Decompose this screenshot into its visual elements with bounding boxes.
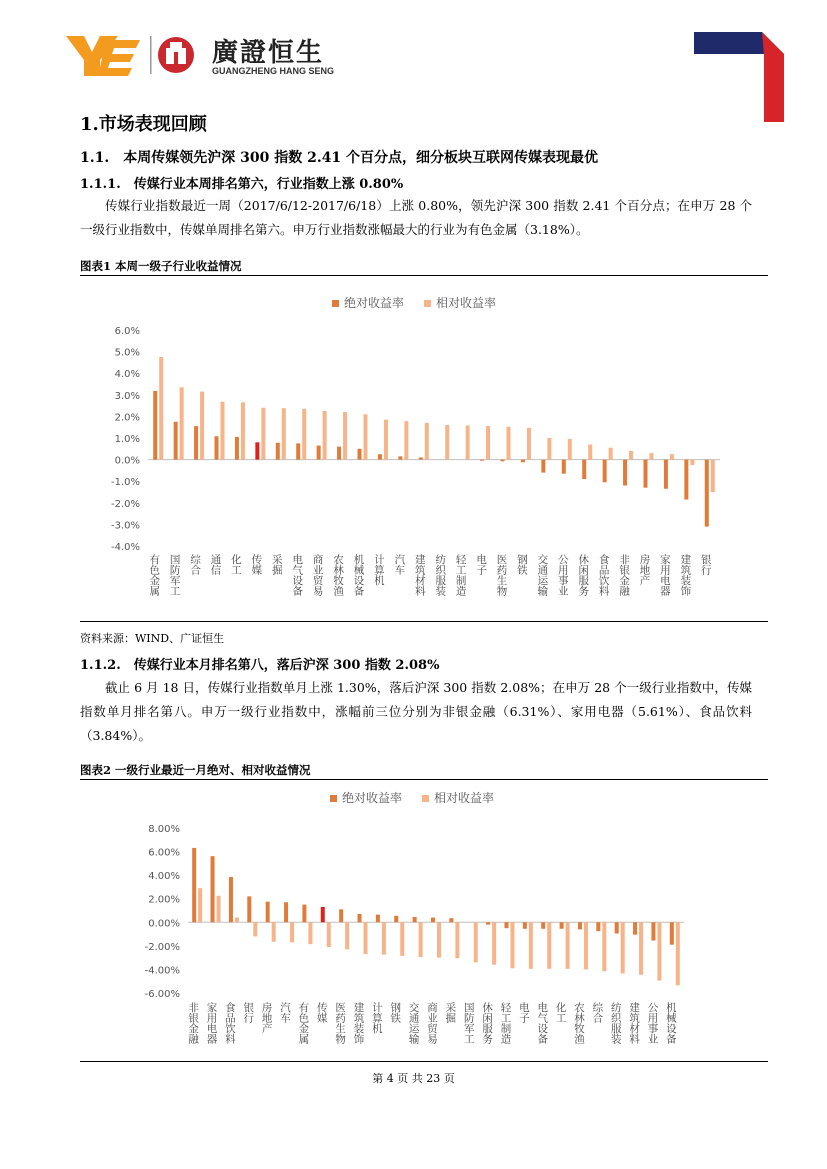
bar-absolute xyxy=(235,437,239,460)
category-label: 钢铁 xyxy=(389,1002,402,1023)
bar-absolute xyxy=(541,922,545,928)
bar-absolute xyxy=(358,914,362,922)
bar-relative xyxy=(568,439,572,460)
bar-relative xyxy=(527,428,531,460)
bar-absolute xyxy=(562,460,566,474)
legend-label: 绝对收益率 xyxy=(342,791,403,805)
bar-absolute xyxy=(504,922,508,928)
category-label: 建筑装饰 xyxy=(352,1002,365,1044)
figure1-title: 图表1 本周一级子行业收益情况 xyxy=(80,259,242,273)
category-label: 休闲服务 xyxy=(481,1002,494,1044)
category-label: 纺织服装 xyxy=(609,1002,622,1044)
bar-absolute xyxy=(419,457,423,459)
category-label: 采掘 xyxy=(444,1002,457,1023)
legend-label: 相对收益率 xyxy=(436,296,497,310)
category-label: 轻工制造 xyxy=(499,1002,512,1044)
category-label: 电子 xyxy=(517,1002,530,1023)
category-label: 商业贸易 xyxy=(426,1002,438,1044)
logo-chinese-name: 廣證恒生 xyxy=(212,38,325,68)
y-tick-label: 1.0% xyxy=(114,434,140,445)
bar-relative xyxy=(657,922,661,980)
weekly-paragraph: 传媒行业指数最近一周（2017/6/12-2017/6/18）上涨 0.80%，领先沪深 300 指数 2.41 个百分点；在申万 28 个一级行业指数中，传媒单周排名第六。申万行业指数涨幅最大的行业为有色金属（3.18%）。 xyxy=(80,198,752,237)
category-label: 化工 xyxy=(554,1002,567,1023)
bar-absolute xyxy=(486,922,490,924)
bar-relative xyxy=(629,451,633,460)
bar-absolute xyxy=(480,460,484,461)
bar-absolute xyxy=(192,848,196,922)
category-label: 家用电器 xyxy=(205,1002,218,1044)
bar-relative xyxy=(241,402,245,459)
legend-swatch xyxy=(332,300,339,307)
bar-absolute xyxy=(358,449,362,460)
bar-absolute xyxy=(211,856,215,922)
bar-relative xyxy=(670,454,674,459)
category-label: 综合 xyxy=(591,1002,604,1023)
y-tick-label: 0.0% xyxy=(114,455,140,467)
bar-relative xyxy=(290,922,294,942)
category-label: 化工 xyxy=(229,554,242,575)
bar-absolute xyxy=(247,896,251,922)
category-label: 房地产 xyxy=(260,1002,273,1034)
legend-swatch xyxy=(422,795,429,802)
bar-absolute xyxy=(578,922,582,929)
legend-swatch xyxy=(424,300,431,307)
category-label: 电气设备 xyxy=(291,554,304,596)
legend-label: 绝对收益率 xyxy=(344,296,405,310)
bar-relative xyxy=(382,922,386,954)
bar-absolute xyxy=(596,922,600,931)
bar-relative xyxy=(639,922,643,974)
bar-absolute xyxy=(521,460,525,463)
bar-relative xyxy=(507,427,511,460)
bar-relative xyxy=(261,408,265,460)
legend-swatch xyxy=(330,795,337,802)
category-label: 房地产 xyxy=(638,554,651,586)
bar-relative xyxy=(327,922,331,947)
bar-relative xyxy=(547,438,551,460)
category-label: 钢铁 xyxy=(515,554,528,575)
bar-absolute xyxy=(670,922,674,944)
y-tick-label: 3.0% xyxy=(114,390,140,402)
category-label: 食品饮料 xyxy=(223,1002,236,1044)
category-label: 银行 xyxy=(242,1002,255,1023)
bar-relative xyxy=(690,460,694,465)
bar-absolute xyxy=(321,907,325,922)
bar-absolute xyxy=(339,909,343,922)
bar-absolute xyxy=(623,460,627,486)
bar-relative xyxy=(253,922,257,936)
category-label: 纺织服装 xyxy=(434,554,447,596)
category-label: 建筑材料 xyxy=(628,1002,641,1044)
bar-relative xyxy=(445,425,449,460)
figure1-bottom-rule xyxy=(80,621,768,622)
bar-relative xyxy=(400,922,404,956)
y-tick-label: 6.0% xyxy=(114,326,140,337)
bar-relative xyxy=(180,387,184,459)
y-tick-label: 2.00% xyxy=(148,894,180,906)
category-label: 医药生物 xyxy=(334,1002,347,1044)
category-label: 传媒 xyxy=(250,554,263,575)
logo-english-name: GUANGZHENG HANG SENG xyxy=(212,66,335,76)
category-label: 建筑装饰 xyxy=(679,554,692,596)
bar-relative xyxy=(466,425,470,459)
bar-absolute xyxy=(276,443,280,460)
y-tick-label: -2.0% xyxy=(110,498,140,510)
bar-relative xyxy=(282,408,286,459)
subsection-heading: 1.1. 本周传媒领先沪深 300 指数 2.41 个百分点，细分板块互联网传媒表现最优 xyxy=(80,150,599,166)
bar-absolute xyxy=(266,902,270,923)
y-tick-label: -1.0% xyxy=(110,477,140,489)
legend-label: 相对收益率 xyxy=(434,791,495,805)
figure2-title: 图表2 一级行业最近一月绝对、相对收益情况 xyxy=(80,763,311,777)
bar-absolute xyxy=(376,915,380,923)
category-label: 电气设备 xyxy=(536,1002,549,1044)
bar-absolute xyxy=(501,460,505,462)
bar-relative xyxy=(602,922,606,971)
bar-relative xyxy=(492,922,496,964)
category-label: 交通运输 xyxy=(407,1002,420,1044)
bar-relative xyxy=(425,423,429,460)
bar-absolute xyxy=(378,454,382,459)
category-label: 食品饮料 xyxy=(597,554,610,596)
bar-relative xyxy=(308,922,312,944)
data-source: 资料来源：WIND、广证恒生 xyxy=(80,632,225,645)
bar-absolute xyxy=(541,460,545,473)
weekly-return-chart xyxy=(80,282,768,618)
bar-relative xyxy=(419,922,423,957)
bar-absolute xyxy=(664,460,668,489)
category-label: 电子 xyxy=(475,554,488,575)
monthly-heading: 1.1.2. 传媒行业本月排名第八，落后沪深 300 指数 2.08% xyxy=(80,658,440,673)
bar-absolute xyxy=(413,917,417,922)
category-label: 计算机 xyxy=(370,1002,383,1034)
bar-relative xyxy=(588,444,592,459)
bar-absolute xyxy=(174,422,178,460)
bar-absolute xyxy=(153,391,157,460)
y-tick-label: -4.0% xyxy=(110,542,140,553)
bar-absolute xyxy=(644,460,648,488)
category-label: 有色金属 xyxy=(297,1002,310,1044)
bar-absolute xyxy=(194,426,198,459)
bar-relative xyxy=(272,922,276,941)
category-label: 机械设备 xyxy=(352,554,365,596)
category-label: 公用事业 xyxy=(556,554,569,596)
bar-relative xyxy=(343,412,347,460)
bar-absolute xyxy=(398,456,402,459)
bar-absolute xyxy=(317,446,321,460)
bar-absolute xyxy=(523,922,527,928)
category-label: 国防军工 xyxy=(462,1002,475,1044)
category-label: 建筑材料 xyxy=(413,554,426,596)
category-label: 传媒 xyxy=(315,1002,328,1023)
bar-relative xyxy=(364,414,368,459)
y-tick-label: 8.00% xyxy=(148,824,180,835)
bar-absolute xyxy=(255,442,259,459)
bar-relative xyxy=(437,922,441,957)
bar-absolute xyxy=(449,918,453,922)
bar-absolute xyxy=(215,436,219,459)
category-label: 国防军工 xyxy=(168,554,181,596)
y-tick-label: 2.0% xyxy=(114,412,140,424)
y-tick-label: 4.0% xyxy=(114,369,140,381)
y-tick-label: 5.0% xyxy=(114,347,140,359)
bar-relative xyxy=(529,922,533,969)
bar-relative xyxy=(221,402,225,460)
category-label: 汽车 xyxy=(279,1002,292,1023)
bar-absolute xyxy=(302,905,306,923)
bar-absolute xyxy=(431,918,435,923)
y-tick-label: -2.00% xyxy=(144,941,180,953)
bar-absolute xyxy=(651,922,655,940)
category-label: 公用事业 xyxy=(646,1002,659,1044)
category-label: 采掘 xyxy=(270,554,283,575)
bar-relative xyxy=(566,922,570,969)
bar-relative xyxy=(323,411,327,460)
bar-relative xyxy=(302,409,306,460)
corner-decoration-icon xyxy=(694,32,784,122)
bar-relative xyxy=(159,357,163,460)
logo-mark-icon xyxy=(62,30,202,78)
y-tick-label: -4.00% xyxy=(144,965,180,977)
category-label: 综合 xyxy=(189,554,202,575)
bar-absolute xyxy=(284,902,288,922)
bar-absolute xyxy=(337,447,341,460)
bar-absolute xyxy=(603,460,607,483)
weekly-heading: 1.1.1. 传媒行业本周排名第六，行业指数上涨 0.80% xyxy=(80,177,404,192)
monthly-return-chart xyxy=(80,784,768,1058)
y-tick-label: -3.0% xyxy=(110,520,140,532)
bar-relative xyxy=(547,922,551,969)
category-label: 有色金属 xyxy=(148,554,161,596)
category-label: 计算机 xyxy=(372,554,385,586)
bar-relative xyxy=(384,420,388,460)
bar-absolute xyxy=(229,877,233,922)
y-tick-label: 0.00% xyxy=(148,918,180,930)
bar-relative xyxy=(404,421,408,459)
category-label: 医药生物 xyxy=(495,554,508,596)
bar-absolute xyxy=(633,922,637,934)
category-label: 农林牧渔 xyxy=(572,1002,585,1044)
bar-absolute xyxy=(582,460,586,479)
bar-relative xyxy=(345,922,349,949)
monthly-paragraph: 截止 6 月 18 日，传媒行业指数单月上涨 1.30%，落后沪深 300 指数 2.08%；在申万 28 个一级行业指数中，传媒指数单月排名第八。申万一级行业指数中，涨幅前三位分别为非银金融（6.31%）、家用电器（5.61%）、食品饮料（3.84%）。 xyxy=(80,680,752,743)
category-label: 商业贸易 xyxy=(311,554,324,596)
bar-absolute xyxy=(296,443,300,459)
bar-relative xyxy=(235,918,239,923)
bar-relative xyxy=(200,392,204,460)
bar-relative xyxy=(198,888,202,922)
category-label: 休闲服务 xyxy=(577,554,590,596)
y-tick-label: -6.00% xyxy=(144,989,180,1000)
y-tick-label: 6.00% xyxy=(148,847,180,859)
category-label: 交通运输 xyxy=(536,554,549,596)
bar-absolute xyxy=(684,460,688,500)
category-label: 机械设备 xyxy=(664,1002,677,1044)
bar-relative xyxy=(510,922,514,968)
bar-relative xyxy=(455,922,459,958)
category-label: 轻工制造 xyxy=(454,554,467,596)
figure2-top-rule xyxy=(80,779,768,780)
bar-absolute xyxy=(560,922,564,928)
bar-relative xyxy=(486,426,490,459)
bar-absolute xyxy=(615,922,619,933)
category-label: 非银金融 xyxy=(618,554,631,596)
bar-absolute xyxy=(394,916,398,922)
y-tick-label: 4.00% xyxy=(148,871,180,883)
bar-relative xyxy=(609,448,613,460)
category-label: 汽车 xyxy=(393,554,406,575)
bar-relative xyxy=(474,922,478,962)
bar-relative xyxy=(650,453,654,459)
bar-absolute xyxy=(705,460,709,527)
bar-relative xyxy=(676,922,680,985)
figure2-bottom-rule xyxy=(80,1061,768,1062)
category-label: 农林牧渔 xyxy=(332,554,345,596)
bar-relative xyxy=(711,460,715,492)
category-label: 通信 xyxy=(209,554,222,575)
bar-relative xyxy=(217,896,221,923)
category-label: 家用电器 xyxy=(658,554,671,596)
section-heading: 1.市场表现回顾 xyxy=(80,114,207,135)
figure1-top-rule xyxy=(80,275,768,276)
category-label: 非银金融 xyxy=(187,1002,200,1044)
bar-relative xyxy=(621,922,625,973)
page-number: 第 4 页 共 23 页 xyxy=(372,1072,455,1085)
bar-relative xyxy=(364,922,368,954)
category-label: 银行 xyxy=(699,554,712,575)
bar-relative xyxy=(584,922,588,969)
